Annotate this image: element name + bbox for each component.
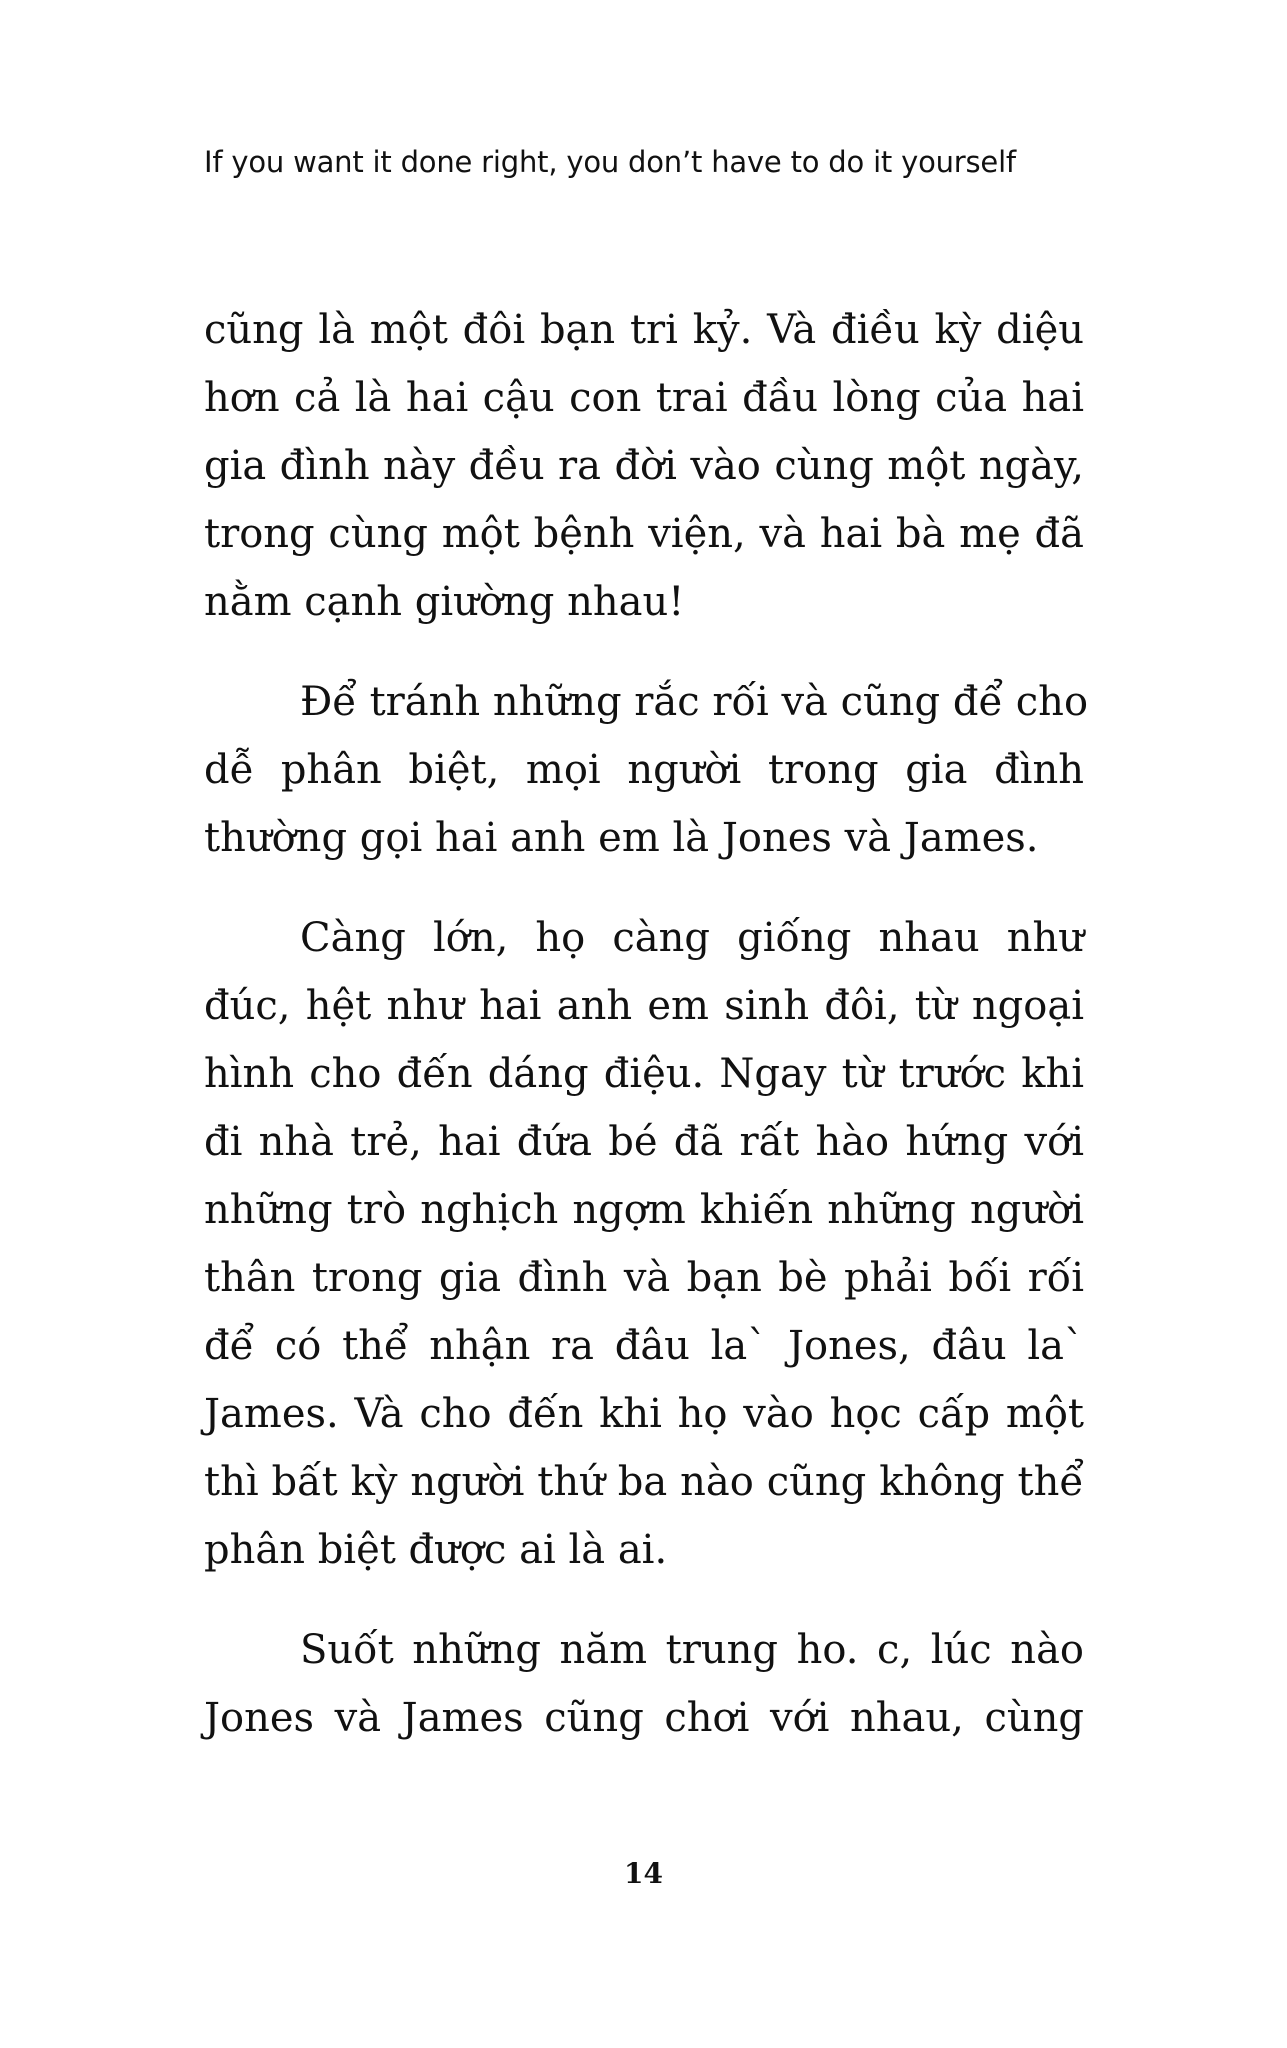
text-line: Càng lớn, họ càng giống nhau như <box>300 915 1084 961</box>
text-line: đúc, hệt như hai anh em sinh đôi, từ ngoại <box>204 983 1084 1029</box>
text-line: dễ phân biệt, mọi người trong gia đình <box>204 747 1084 793</box>
text-line: những trò nghịch ngợm khiến những người <box>204 1187 1084 1233</box>
paragraph-1 <box>204 296 1084 636</box>
text-line: Suốt những năm trung ho. c, lúc nào <box>300 1627 1084 1673</box>
text-line: trong cùng một bệnh viện, và hai bà mẹ đã <box>204 511 1084 557</box>
text-line: Để tránh những rắc rối và cũng để cho <box>300 679 1089 725</box>
page-number: 14 <box>624 1857 663 1890</box>
text-line: thì bất kỳ người thứ ba nào cũng không thể <box>204 1459 1084 1505</box>
text-line: thân trong gia đình và bạn bè phải bối rối <box>204 1255 1084 1301</box>
text-line: phân biệt được ai là ai. <box>204 1527 668 1573</box>
text-line: Jones và James cũng chơi với nhau, cùng <box>204 1695 1084 1741</box>
text-line: James. Và cho đến khi họ vào học cấp một <box>204 1391 1084 1437</box>
body-text <box>204 296 1089 1784</box>
text-line: cũng là một đôi bạn tri kỷ. Và điều kỳ diệu <box>204 307 1084 353</box>
text-line: hơn cả là hai cậu con trai đầu lòng của hai <box>204 375 1084 421</box>
text-line: đi nhà trẻ, hai đứa bé đã rất hào hứng với <box>204 1119 1084 1165</box>
text-line: nằm cạnh giường nhau! <box>204 579 685 625</box>
paragraph-2 <box>204 668 1089 872</box>
text-line: thường gọi hai anh em là Jones và James. <box>204 815 1039 861</box>
running-header: If you want it done right, you don’t have to do it yourself <box>204 145 1016 179</box>
text-line: để có thể nhận ra đâu la` Jones, đâu la` <box>204 1323 1084 1369</box>
text-line: gia đình này đều ra đời vào cùng một ngày, <box>204 443 1084 489</box>
text-line: hình cho đến dáng điệu. Ngay từ trước khi <box>204 1051 1084 1097</box>
paragraph-4 <box>204 1616 1084 1752</box>
paragraph-3 <box>204 904 1084 1584</box>
